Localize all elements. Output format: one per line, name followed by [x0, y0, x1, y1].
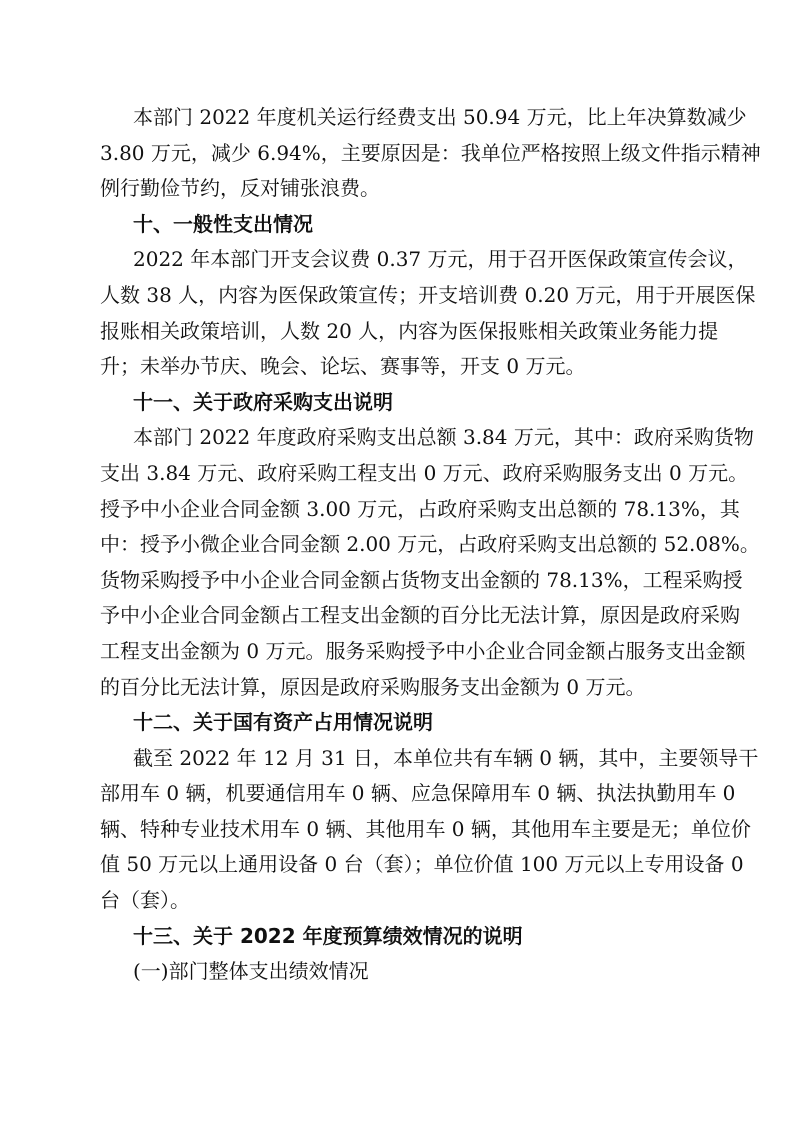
- document-page: [100, 100, 761, 990]
- section-heading: 十三、关于 2022 年度预算绩效情况的说明: [133, 923, 523, 948]
- paragraph-line: 截至 2022 年 12 月 31 日，本单位共有车辆 0 辆，其中，主要领导干: [133, 745, 759, 770]
- paragraph-line: 3.80 万元，减少 6.94%，主要原因是：我单位严格按照上级文件指示精神: [100, 140, 761, 165]
- paragraph: [100, 242, 756, 384]
- paragraph-line: 台（套）。: [100, 888, 190, 913]
- paragraph-line: 例行勤俭节约，反对铺张浪费。: [100, 176, 380, 201]
- paragraph-line: 本部门 2022 年度政府采购支出总额 3.84 万元，其中：政府采购货物: [133, 425, 754, 450]
- paragraph-line: (一)部门整体支出绩效情况: [133, 959, 369, 984]
- paragraph-line: 升；未举办节庆、晚会、论坛、赛事等，开支 0 万元。: [100, 354, 586, 379]
- paragraph-line: 人数 38 人，内容为医保政策宣传；开支培训费 0.20 万元，用于开展医保: [100, 282, 756, 307]
- paragraph-line: 辆、特种专业技术用车 0 辆、其他用车 0 辆，其他用车主要是无；单位价: [100, 816, 751, 841]
- paragraph-line: 报账相关政策培训，人数 20 人，内容为医保报账相关政策业务能力提: [100, 318, 719, 343]
- paragraph-line: 部用车 0 辆，机要通信用车 0 辆、应急保障用车 0 辆、执法执勤用车 0: [100, 781, 736, 806]
- section-heading: 十二、关于国有资产占用情况说明: [133, 710, 433, 735]
- paragraph-line: 支出 3.84 万元、政府采购工程支出 0 万元、政府采购服务支出 0 万元。: [100, 460, 749, 485]
- paragraph-line: 2022 年本部门开支会议费 0.37 万元，用于召开医保政策宣传会议，: [133, 247, 748, 272]
- paragraph: [100, 741, 759, 919]
- paragraph-line: 的百分比无法计算，原因是政府采购服务支出金额为 0 万元。: [100, 674, 646, 699]
- paragraph-line: 予中小企业合同金额占工程支出金额的百分比无法计算，原因是政府采购: [100, 603, 740, 628]
- paragraph-line: 授予中小企业合同金额 3.00 万元，占政府采购支出总额的 78.13%，其: [100, 496, 740, 521]
- paragraph-line: 值 50 万元以上通用设备 0 台（套）；单位价值 100 万元以上专用设备 0: [100, 852, 744, 877]
- paragraph-line: 本部门 2022 年度机关运行经费支出 50.94 万元，比上年决算数减少: [133, 105, 747, 129]
- paragraph: [100, 420, 760, 705]
- section-heading: 十一、关于政府采购支出说明: [133, 389, 393, 414]
- paragraph: [100, 100, 761, 207]
- paragraph: [100, 954, 704, 990]
- section-heading: 十、一般性支出情况: [133, 211, 313, 236]
- paragraph-line: 货物采购授予中小企业合同金额占货物支出金额的 78.13%，工程采购授: [100, 567, 743, 592]
- paragraph-line: 工程支出金额为 0 万元。服务采购授予中小企业合同金额占服务支出金额: [100, 638, 746, 663]
- paragraph-line: 中：授予小微企业合同金额 2.00 万元，占政府采购支出总额的 52.08%。: [100, 532, 760, 557]
